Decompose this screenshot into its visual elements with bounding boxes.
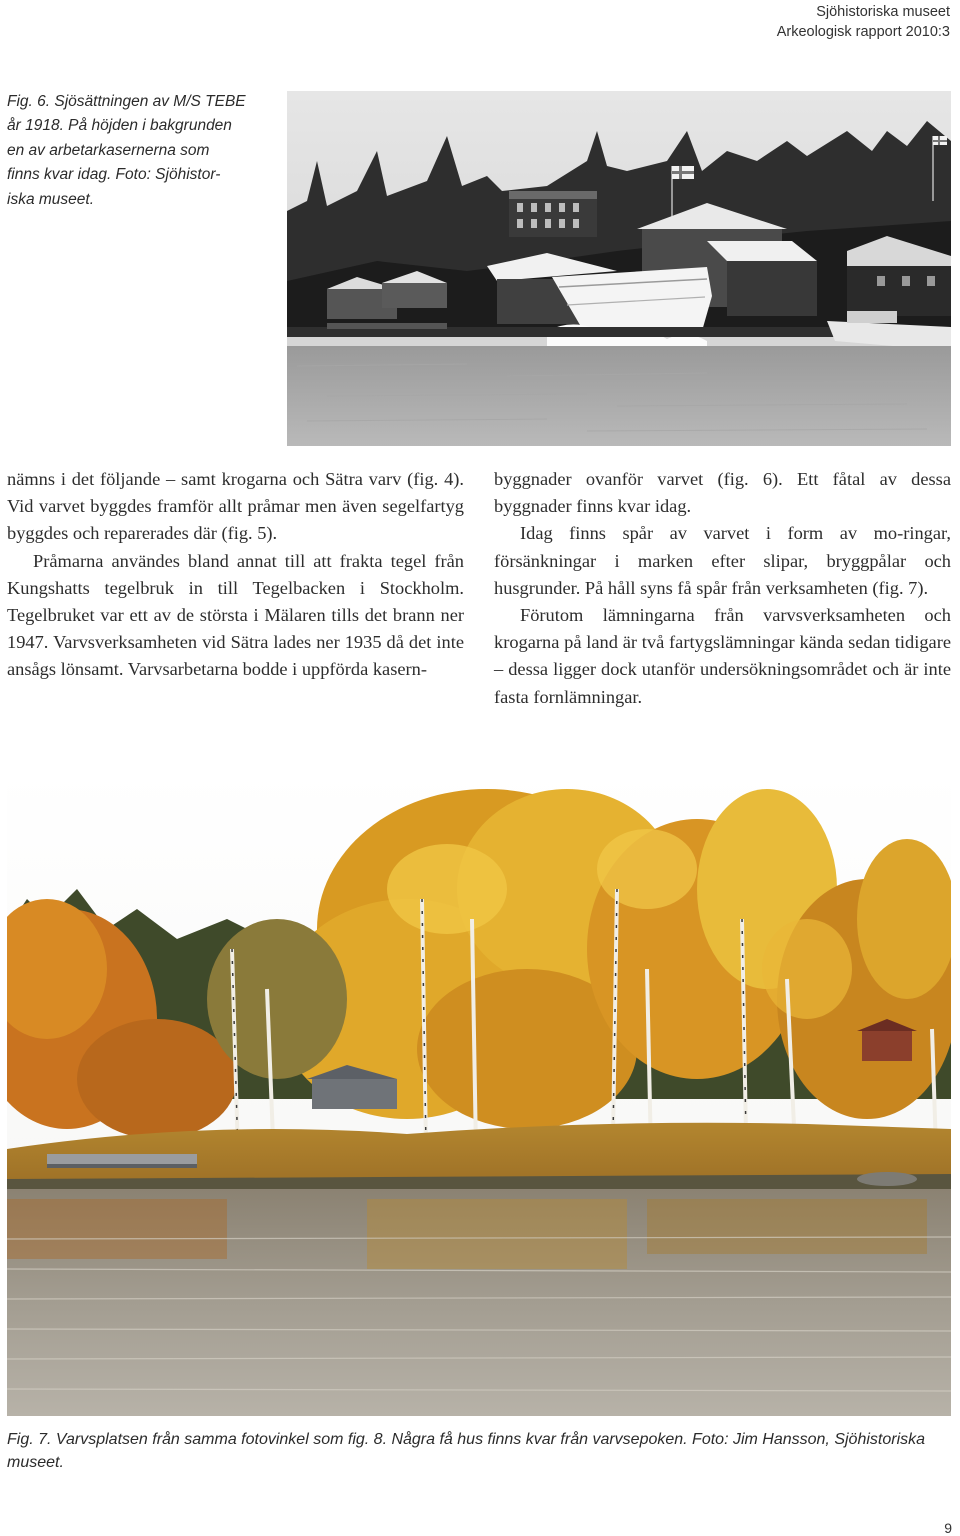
page-number: 9 [944,1520,952,1536]
body-paragraph: nämns i det följande – samt krogarna och Sätra varv (fig. 4). Vid varvet byggdes framför allt pråmar men även segelfartyg byggdes och reparerades där (fig. 5). [7,469,464,544]
fig6-caption-line: en av arbetarkasernerna som [7,141,210,159]
fig6-photo [287,91,951,446]
body-paragraph: byggnader ovanför varvet (fig. 6). Ett fåtal av dessa byggnader finns kvar idag. [494,469,951,517]
fig6-caption-line: iska museet. [7,190,95,208]
body-paragraph: Idag finns spår av varvet i form av mo-ringar, försänkningar i marken efter slipar, bryggpålar och husgrunder. På håll syns få spår från verksamheten (fig. 7). [494,523,951,598]
header-publisher: Sjöhistoriska museet [816,4,950,20]
fig6-caption-line: Fig. 6. Sjösättningen av M/S TEBE [7,93,246,110]
fig6-caption-line: finns kvar idag. Foto: Sjöhistor- [7,166,221,184]
fig7-caption: Fig. 7. Varvsplatsen från samma fotovinkel som fig. 8. Några få hus finns kvar från varvsepoken. Foto: Jim Hansson, Sjöhistoriska museet. [7,1431,926,1471]
fig6-caption [7,90,269,212]
header-report-number: Arkeologisk rapport 2010:3 [776,24,950,40]
fig7-photo [7,769,951,1416]
body-paragraph: Pråmarna användes bland annat till att frakta tegel från Kungshatts tegelbruk in till Tegelbacken i Stockholm. Tegelbruket var ett av de största i Mälaren tills det brann ner 1947. Varvsverksamheten vid Sätra lades ner 1935 då det inte ansågs lönsamt. Varvsarbetarna bodde i uppförda kasern- [7,550,464,680]
body-column-right [494,466,951,711]
body-column-left [7,466,464,684]
running-header [777,2,950,42]
fig6-caption-line: år 1918. På höjden i bakgrunden [7,117,232,135]
body-paragraph: Förutom lämningarna från varvsverksamheten och krogarna på land är två fartygslämningar kända sedan tidigare – dessa ligger dock utanför undersökningsområdet och är inte fasta fornlämningar. [494,605,951,707]
